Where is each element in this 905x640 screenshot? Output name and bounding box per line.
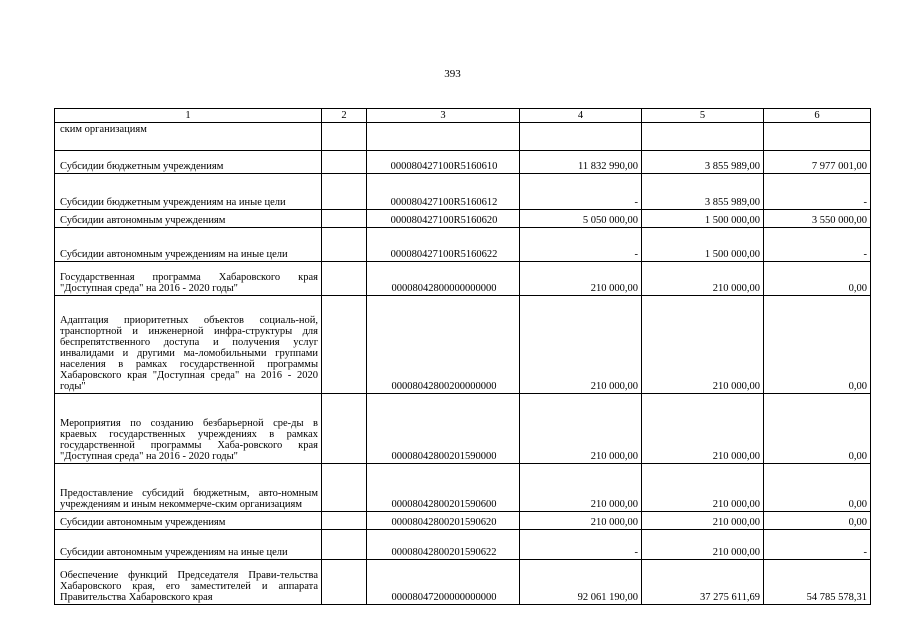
row-value5-cell: 210 000,00 <box>642 512 764 530</box>
row-value5-cell: 210 000,00 <box>642 296 764 394</box>
row-col2-cell <box>322 262 367 296</box>
row-value6-cell: - <box>764 228 871 262</box>
row-value4-cell: 210 000,00 <box>520 464 642 512</box>
table-row <box>55 296 871 394</box>
row-name-cell: Адаптация приоритетных объектов социаль-ной, транспортной и инженерной инфра-структуры для беспрепятственного доступа и получения услуг инвалидами и другими ма-ломобильными группами населения в рамках государственной программы Хабаровского края "Доступная среда" на 2016 - 2020 годы" <box>55 296 322 394</box>
row-value6-cell: 0,00 <box>764 464 871 512</box>
table-row <box>55 464 871 512</box>
row-value5-cell: 210 000,00 <box>642 262 764 296</box>
row-col2-cell <box>322 210 367 228</box>
row-code-cell <box>367 123 520 151</box>
row-name-cell: Субсидии автономным учреждениям на иные цели <box>55 530 322 560</box>
page-number: 393 <box>444 68 461 80</box>
row-code-cell: 00008042800000000000 <box>367 262 520 296</box>
header-cell-5: 5 <box>642 109 764 123</box>
header-cell-1: 1 <box>55 109 322 123</box>
row-value6-cell: 0,00 <box>764 394 871 464</box>
row-value5-cell: 1 500 000,00 <box>642 228 764 262</box>
row-code-cell: 00008042800201590600 <box>367 464 520 512</box>
header-cell-2: 2 <box>322 109 367 123</box>
row-col2-cell <box>322 560 367 605</box>
table-row <box>55 512 871 530</box>
row-code-cell: 000080427100R5160622 <box>367 228 520 262</box>
row-code-cell: 00008047200000000000 <box>367 560 520 605</box>
row-col2-cell <box>322 512 367 530</box>
row-name-cell: ским организациям <box>55 123 322 151</box>
row-name-cell: Субсидии бюджетным учреждениям на иные цели <box>55 174 322 210</box>
row-col2-cell <box>322 151 367 174</box>
row-col2-cell <box>322 394 367 464</box>
row-code-cell: 00008042800201590000 <box>367 394 520 464</box>
row-col2-cell <box>322 296 367 394</box>
header-cell-6: 6 <box>764 109 871 123</box>
row-value5-cell: 210 000,00 <box>642 394 764 464</box>
header-row <box>55 109 871 123</box>
row-value4-cell: 210 000,00 <box>520 512 642 530</box>
row-code-cell: 000080427100R5160612 <box>367 174 520 210</box>
row-code-cell: 00008042800201590622 <box>367 530 520 560</box>
row-col2-cell <box>322 174 367 210</box>
row-code-cell: 00008042800200000000 <box>367 296 520 394</box>
header-cell-3: 3 <box>367 109 520 123</box>
table-row <box>55 530 871 560</box>
row-value4-cell: 210 000,00 <box>520 394 642 464</box>
row-value5-cell <box>642 123 764 151</box>
row-name-cell: Предоставление субсидий бюджетным, авто-номным учреждениям и иным некоммерче-ским организациям <box>55 464 322 512</box>
table-row <box>55 151 871 174</box>
row-name-cell: Субсидии автономным учреждениям на иные цели <box>55 228 322 262</box>
row-value5-cell: 3 855 989,00 <box>642 174 764 210</box>
row-col2-cell <box>322 228 367 262</box>
row-col2-cell <box>322 464 367 512</box>
row-name-cell: Обеспечение функций Председателя Прави-тельства Хабаровского края, его заместителей и аппарата Правительства Хабаровского края <box>55 560 322 605</box>
budget-table <box>54 108 871 605</box>
row-value4-cell: 5 050 000,00 <box>520 210 642 228</box>
row-value4-cell: 11 832 990,00 <box>520 151 642 174</box>
row-name-cell: Субсидии бюджетным учреждениям <box>55 151 322 174</box>
row-value6-cell: 3 550 000,00 <box>764 210 871 228</box>
row-value4-cell: 210 000,00 <box>520 296 642 394</box>
row-code-cell: 000080427100R5160620 <box>367 210 520 228</box>
row-value6-cell: 7 977 001,00 <box>764 151 871 174</box>
row-name-cell: Субсидии автономным учреждениям <box>55 210 322 228</box>
row-value6-cell: 54 785 578,31 <box>764 560 871 605</box>
row-value6-cell: - <box>764 174 871 210</box>
row-value6-cell: 0,00 <box>764 262 871 296</box>
table-row <box>55 560 871 605</box>
row-value4-cell: 92 061 190,00 <box>520 560 642 605</box>
row-value4-cell: - <box>520 228 642 262</box>
row-value6-cell <box>764 123 871 151</box>
row-name-cell: Субсидии автономным учреждениям <box>55 512 322 530</box>
row-col2-cell <box>322 123 367 151</box>
row-value4-cell <box>520 123 642 151</box>
row-value4-cell: 210 000,00 <box>520 262 642 296</box>
row-name-cell: Государственная программа Хабаровского края "Доступная среда" на 2016 - 2020 годы" <box>55 262 322 296</box>
header-cell-4: 4 <box>520 109 642 123</box>
row-value6-cell: - <box>764 530 871 560</box>
row-value5-cell: 3 855 989,00 <box>642 151 764 174</box>
row-col2-cell <box>322 530 367 560</box>
row-code-cell: 000080427100R5160610 <box>367 151 520 174</box>
row-value6-cell: 0,00 <box>764 296 871 394</box>
row-value4-cell: - <box>520 530 642 560</box>
row-value6-cell: 0,00 <box>764 512 871 530</box>
row-value4-cell: - <box>520 174 642 210</box>
table-row <box>55 262 871 296</box>
table-row <box>55 210 871 228</box>
row-code-cell: 00008042800201590620 <box>367 512 520 530</box>
row-value5-cell: 37 275 611,69 <box>642 560 764 605</box>
row-value5-cell: 1 500 000,00 <box>642 210 764 228</box>
table-row <box>55 394 871 464</box>
table-row <box>55 228 871 262</box>
row-value5-cell: 210 000,00 <box>642 464 764 512</box>
table-row <box>55 123 871 151</box>
row-name-cell: Мероприятия по созданию безбарьерной сре-ды в краевых государственных учреждениях в рамках государственной программы Хаба-ровского края "Доступная среда" на 2016 - 2020 годы" <box>55 394 322 464</box>
table-row <box>55 174 871 210</box>
row-value5-cell: 210 000,00 <box>642 530 764 560</box>
